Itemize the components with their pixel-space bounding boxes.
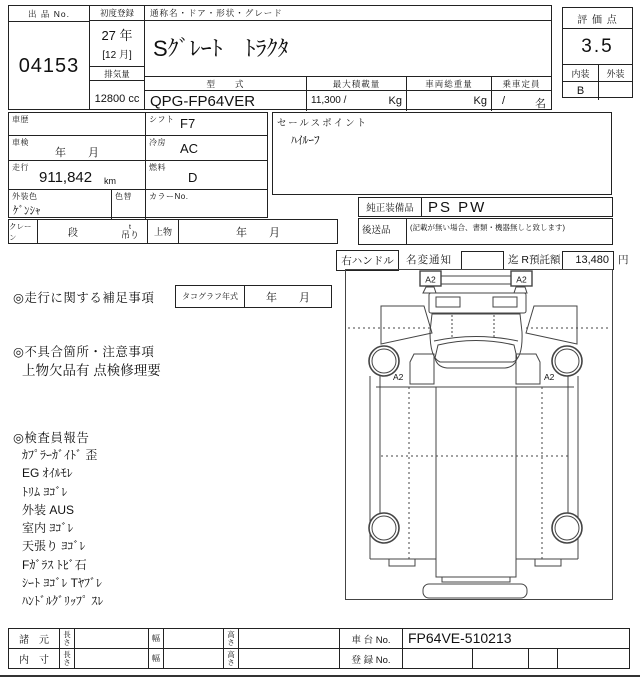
inner-row-label: 内 寸 bbox=[19, 655, 49, 666]
inner-height-label bbox=[223, 649, 238, 668]
length-label-text: 長さ bbox=[63, 629, 71, 647]
inner-height-value bbox=[238, 649, 339, 668]
chassis-no-label: 車 台 No. bbox=[351, 634, 391, 646]
model-cell bbox=[145, 77, 306, 111]
inner-length-value bbox=[74, 649, 148, 668]
report-item: 天張り ﾖｺﾞﾚ bbox=[22, 539, 86, 554]
wing-left bbox=[381, 306, 432, 344]
exterior-label: 外装 bbox=[606, 68, 625, 79]
spec-row-label: 諸 元 bbox=[19, 635, 49, 646]
reg-no-cell-4 bbox=[557, 649, 629, 668]
mileage-unit: km bbox=[104, 176, 116, 186]
a2-marker-label-wheel-right: A2 bbox=[544, 372, 555, 382]
rear-bumper bbox=[423, 584, 527, 598]
marker-foot-right bbox=[514, 287, 527, 293]
report-item: ﾄﾘﾑ ﾖｺﾞﾚ bbox=[22, 484, 68, 499]
interior-label: 内装 bbox=[563, 65, 599, 81]
inner-width-label: 幅 bbox=[148, 649, 163, 668]
dimensions-table bbox=[8, 628, 340, 669]
report-item: ﾊﾝﾄﾞﾙｸﾞﾘｯﾌﾟ ｽﾚ bbox=[22, 594, 104, 609]
cab-body bbox=[430, 314, 522, 362]
spec-height-label bbox=[223, 629, 238, 648]
report-item: Fｶﾞﾗｽ ﾄﾋﾞ石 bbox=[22, 557, 87, 572]
crane-t-label: t bbox=[129, 223, 131, 231]
report-item: 外装 AUS bbox=[22, 502, 75, 517]
crane-tsuri-label: 吊り bbox=[120, 229, 139, 240]
tachograph-box bbox=[175, 285, 332, 308]
ext-color-value: ｹﾞﾝｼｬ bbox=[13, 205, 41, 217]
height-label-text: 高さ bbox=[227, 649, 235, 667]
auction-no-value: 04153 bbox=[18, 54, 80, 77]
later-items-note: (記載が無い場合、書類・機器無しと致します) bbox=[410, 223, 565, 232]
history-cell bbox=[9, 113, 145, 135]
reg-no-label: 登 録 No. bbox=[351, 654, 391, 666]
color-no-cell bbox=[145, 190, 267, 220]
score-box bbox=[562, 7, 633, 98]
chassis-no-value: FP64VE-510213 bbox=[402, 629, 629, 648]
deposit-yen-label: 円 bbox=[618, 254, 629, 266]
right-handle-badge: 右ハンドル bbox=[336, 250, 399, 271]
name-change-field bbox=[461, 251, 504, 270]
bottom-rule bbox=[0, 675, 640, 677]
capacity-unit: 名 bbox=[535, 98, 546, 110]
later-items-box bbox=[358, 218, 613, 245]
equipment-box bbox=[358, 197, 613, 217]
shift-cell bbox=[145, 113, 267, 135]
tachograph-value: 年 月 bbox=[266, 291, 310, 304]
roof-vent-right bbox=[493, 297, 517, 307]
report-item: EG ｵｲﾙﾓﾚ bbox=[22, 466, 73, 481]
crane-spec-cell bbox=[37, 220, 147, 243]
length-label-text: 長さ bbox=[63, 649, 71, 667]
spec-length-label bbox=[59, 629, 74, 648]
first-reg-value bbox=[90, 21, 144, 67]
marker-foot-left bbox=[423, 287, 436, 293]
fuel-label: 燃料 bbox=[149, 163, 166, 172]
sales-point-box bbox=[272, 112, 612, 195]
gross-weight-label: 車両総重量 bbox=[407, 77, 491, 91]
interior-value: B bbox=[563, 82, 599, 100]
score-value: 3.5 bbox=[563, 29, 632, 65]
sales-point-label: セールスポイント bbox=[277, 118, 369, 129]
vehicle-name-label: 通称名・ドア・形状・グレード bbox=[145, 6, 551, 21]
chassis-reg-table bbox=[339, 628, 630, 669]
color-no-label: カラーNo. bbox=[149, 192, 189, 201]
body-label: 上物 bbox=[147, 220, 178, 243]
cab-roof bbox=[429, 293, 526, 313]
truck-top-view-diagram bbox=[346, 270, 612, 599]
height-label-text: 高さ bbox=[227, 629, 235, 647]
inspection-value: 年 月 bbox=[55, 147, 99, 159]
roof-vent-left bbox=[436, 297, 460, 307]
mileage-label: 走行 bbox=[12, 163, 29, 172]
equipment-label: 純正装備品 bbox=[359, 198, 422, 216]
reg-no-cell-1 bbox=[402, 649, 472, 668]
reg-no-cell-2 bbox=[472, 649, 528, 668]
fuel-value: D bbox=[188, 170, 198, 185]
wing-right bbox=[526, 306, 577, 344]
front-bar bbox=[440, 276, 512, 284]
crane-label: クレーン bbox=[9, 221, 32, 242]
vehicle-name-column bbox=[144, 5, 552, 110]
report-item: ｼｰﾄ ﾖｺﾞﾚ Tﾔﾌﾞﾚ bbox=[22, 576, 102, 591]
rear-left-wheel bbox=[369, 513, 399, 543]
deposit-amount: 13,480 bbox=[562, 251, 614, 270]
aircon-cell bbox=[145, 136, 267, 160]
windshield bbox=[435, 341, 517, 369]
first-reg-label: 初度登録 bbox=[90, 6, 144, 21]
inspection-label: 車検 bbox=[12, 138, 29, 147]
spec-width-label: 幅 bbox=[148, 629, 163, 648]
capacity-value: / bbox=[502, 95, 506, 107]
shift-label: シフト bbox=[149, 115, 175, 124]
crane-dan-label: 段 bbox=[68, 228, 78, 239]
inspector-report-list bbox=[22, 446, 103, 611]
ext-color-cell bbox=[9, 190, 111, 220]
mileage-note-title: ◎走行に関する補足事項 bbox=[13, 291, 155, 305]
report-item: 室内 ﾖｺﾞﾚ bbox=[22, 521, 74, 536]
rear-step-right bbox=[535, 559, 561, 566]
score-label: 評 価 点 bbox=[563, 8, 632, 29]
report-item: ｶﾌﾟﾗｰｶﾞｲﾄﾞ 歪 bbox=[22, 448, 98, 462]
later-items-label: 後送品 bbox=[359, 219, 407, 244]
capacity-label: 乗車定員 bbox=[492, 77, 551, 91]
gross-weight-unit: Kg bbox=[473, 95, 487, 107]
inspection-cell bbox=[9, 136, 145, 160]
mileage-cell bbox=[9, 161, 145, 189]
spec-height-value bbox=[238, 629, 339, 648]
vehicle-name-value: Sｸﾞﾚｰﾄ ﾄﾗｸﾀ bbox=[145, 21, 551, 77]
auction-no-cell bbox=[8, 5, 90, 110]
inner-length-label bbox=[59, 649, 74, 668]
spec-length-value bbox=[74, 629, 148, 648]
vehicle-diagram-frame bbox=[345, 269, 613, 600]
inspector-report-title: ◎検査員報告 bbox=[13, 431, 90, 445]
reg-no-cell-3 bbox=[528, 649, 557, 668]
a2-marker-label-top-left: A2 bbox=[425, 274, 436, 285]
capacity-cell bbox=[491, 77, 551, 111]
aircon-label: 冷房 bbox=[149, 138, 166, 147]
quarter-panel-right bbox=[516, 354, 540, 384]
displacement-value: 12800 cc bbox=[94, 92, 140, 105]
front-right-wheel bbox=[552, 346, 582, 376]
first-reg-column bbox=[89, 5, 145, 110]
rear-crossmember bbox=[442, 577, 510, 582]
auction-no-label: 出 品 No. bbox=[9, 6, 89, 22]
rear-step-left bbox=[389, 559, 415, 566]
max-load-value: 11,300 / bbox=[311, 95, 347, 106]
mileage-value: 911,842 bbox=[39, 169, 93, 186]
max-load-unit: Kg bbox=[388, 95, 402, 107]
name-change-label: 名変通知 bbox=[406, 254, 452, 266]
model-value: QPG-FP64VER bbox=[150, 93, 256, 110]
sales-point-value: ﾊｲﾙｰﾌ bbox=[291, 135, 320, 147]
body-yearmonth: 年 月 bbox=[178, 220, 337, 243]
displacement-label: 排気量 bbox=[90, 67, 144, 81]
max-load-label: 最大積載量 bbox=[307, 77, 406, 91]
frame-deck bbox=[436, 387, 516, 577]
tachograph-label: タコグラフ年式 bbox=[176, 286, 245, 307]
gross-weight-cell bbox=[406, 77, 491, 111]
defect-title: ◎不具合箇所・注意事項 bbox=[13, 345, 155, 359]
info-table bbox=[8, 112, 268, 218]
first-reg-month: [12 月] bbox=[102, 50, 132, 61]
history-label: 車歴 bbox=[12, 115, 29, 124]
color-change-cell bbox=[111, 190, 145, 220]
aircon-value: AC bbox=[180, 141, 199, 156]
inner-width-value bbox=[163, 649, 223, 668]
rear-right-wheel bbox=[552, 513, 582, 543]
quarter-panel-left bbox=[410, 354, 434, 384]
fuel-cell bbox=[145, 161, 267, 189]
shift-value: F7 bbox=[180, 116, 196, 131]
max-load-cell bbox=[306, 77, 406, 111]
first-reg-year: 27 年 bbox=[101, 28, 133, 43]
defect-body: 上物欠品有 点検修理要 bbox=[22, 363, 161, 378]
crane-row bbox=[8, 219, 338, 244]
a2-marker-label-wheel-left: A2 bbox=[393, 372, 404, 382]
color-change-label: 色替 bbox=[115, 192, 132, 201]
equipment-value: PS PW bbox=[428, 199, 487, 216]
a2-marker-label-top-right: A2 bbox=[516, 274, 527, 285]
exterior-value bbox=[599, 82, 632, 100]
deposit-label: 迄 R預託額 bbox=[508, 254, 561, 266]
model-label: 型 式 bbox=[145, 77, 306, 91]
ext-color-label: 外装色 bbox=[12, 192, 38, 201]
spec-width-value bbox=[163, 629, 223, 648]
